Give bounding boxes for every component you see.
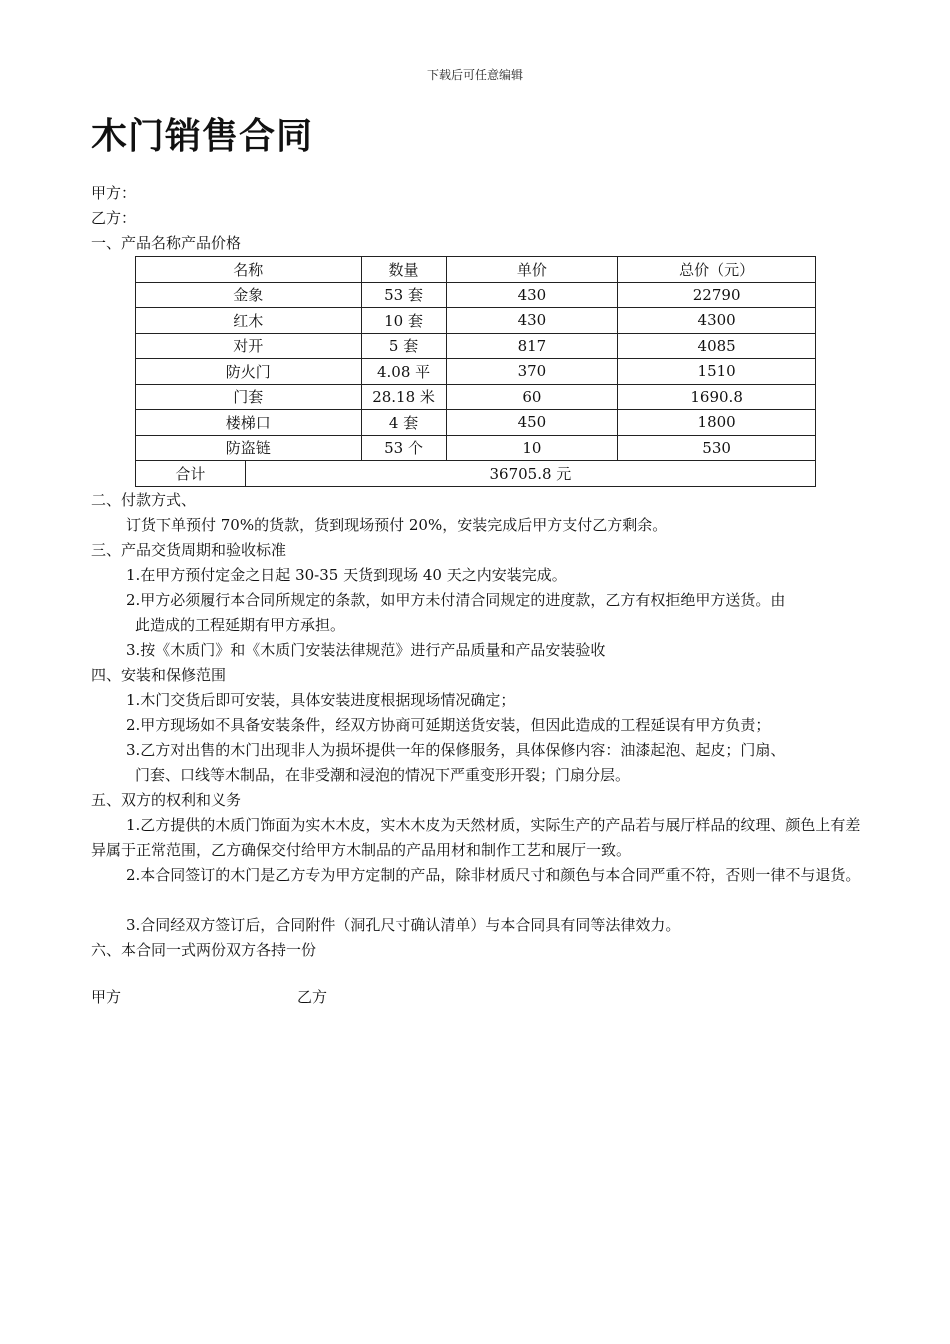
table-cell: 28.18 米: [361, 384, 446, 410]
table-cell: 1510: [618, 359, 816, 385]
total-value-cell: 36705.8 元: [245, 461, 815, 487]
table-row: [136, 435, 816, 461]
table-row: [136, 308, 816, 334]
price-table: [135, 256, 816, 487]
table-cell: 4.08 平: [361, 359, 446, 385]
delivery-clause-2a: 2.甲方必须履行本合同所规定的条款，如甲方未付清合同规定的进度款，乙方有权拒绝甲方送货。由: [126, 591, 786, 609]
party-a-label: 甲方：: [91, 184, 137, 202]
delivery-clause-1: 1.在甲方预付定金之日起 30-35 天货到现场 40 天之内安装完成。: [126, 566, 567, 584]
table-cell: 门套: [136, 384, 362, 410]
table-cell: 5 套: [361, 333, 446, 359]
table-cell: 430: [446, 308, 618, 334]
section-3-heading: 三、产品交货周期和验收标准: [91, 541, 287, 559]
table-cell: 10: [446, 435, 618, 461]
payment-clause: 订货下单预付 70%的货款，货到现场预付 20%，安装完成后甲方支付乙方剩余。: [126, 516, 668, 534]
signature-party-b: 乙方: [297, 988, 328, 1006]
table-cell: 1800: [618, 410, 816, 436]
table-row: [136, 384, 816, 410]
table-cell: 1690.8: [618, 384, 816, 410]
warranty-clause-2: 2.甲方现场如不具备安装条件，经双方协商可延期送货安装，但因此造成的工程延误有甲方负责；: [126, 716, 771, 734]
table-cell: 530: [618, 435, 816, 461]
table-row: [136, 359, 816, 385]
table-cell: 450: [446, 410, 618, 436]
table-cell: 4300: [618, 308, 816, 334]
table-row: [136, 410, 816, 436]
table-cell: 10 套: [361, 308, 446, 334]
delivery-clause-2b: 此造成的工程延期有甲方承担。: [135, 616, 346, 634]
table-header-row: [136, 257, 816, 283]
rights-clause-1: 1.乙方提供的木质门饰面为实木木皮，实木木皮为天然材质，实际生产的产品若与展厅样品的纹理、颜色上有差异属于正常范围，乙方确保交付给甲方木制品的产品用材和制作工艺和展厅一致。: [91, 816, 861, 859]
warranty-clause-3b: 门套、口线等木制品，在非受潮和浸泡的情况下严重变形开裂；门扇分层。: [135, 766, 631, 784]
table-cell: 金象: [136, 282, 362, 308]
table-cell: 4085: [618, 333, 816, 359]
table-cell: 4 套: [361, 410, 446, 436]
section-2-heading: 二、付款方式、: [91, 491, 197, 509]
table-cell: 430: [446, 282, 618, 308]
section-5-heading: 五、双方的权利和义务: [91, 791, 242, 809]
table-cell: 53 个: [361, 435, 446, 461]
table-cell: 红木: [136, 308, 362, 334]
header-cell-name: 名称: [136, 257, 362, 283]
total-label-cell: 合计: [136, 461, 246, 487]
document-title: 木门销售合同: [91, 116, 314, 157]
warranty-clause-3a: 3.乙方对出售的木门出现非人为损坏提供一年的保修服务，具体保修内容：油漆起泡、起皮；门扇、: [126, 741, 786, 759]
warranty-clause-1: 1.木门交货后即可安装，具体安装进度根据现场情况确定；: [126, 691, 516, 709]
table-cell: 53 套: [361, 282, 446, 308]
table-cell: 370: [446, 359, 618, 385]
party-b-label: 乙方：: [91, 209, 137, 227]
signature-party-a: 甲方: [91, 988, 122, 1006]
section-4-heading: 四、安装和保修范围: [91, 666, 227, 684]
table-cell: 对开: [136, 333, 362, 359]
header-note: 下载后可任意编辑: [426, 68, 523, 82]
header-cell-unit-price: 单价: [446, 257, 618, 283]
delivery-clause-3: 3.按《木质门》和《木质门安装法律规范》进行产品质量和产品安装验收: [126, 641, 606, 659]
table-total-row: [136, 461, 816, 487]
table-cell: 817: [446, 333, 618, 359]
rights-clause-3: 3.合同经双方签订后，合同附件（洞孔尺寸确认清单）与本合同具有同等法律效力。: [126, 916, 681, 934]
table-cell: 楼梯口: [136, 410, 362, 436]
table-cell: 60: [446, 384, 618, 410]
table-row: [136, 333, 816, 359]
section-1-heading: 一、产品名称产品价格: [91, 234, 242, 252]
table-cell: 防火门: [136, 359, 362, 385]
table-cell: 22790: [618, 282, 816, 308]
table-row: [136, 282, 816, 308]
section-6-heading: 六、本合同一式两份双方各持一份: [91, 941, 317, 959]
header-cell-quantity: 数量: [361, 257, 446, 283]
table-cell: 防盗链: [136, 435, 362, 461]
rights-clause-2: 2.本合同签订的木门是乙方专为甲方定制的产品，除非材质尺寸和颜色与本合同严重不符，否则一律不与退货。: [126, 866, 861, 884]
header-cell-total: 总价（元）: [618, 257, 816, 283]
